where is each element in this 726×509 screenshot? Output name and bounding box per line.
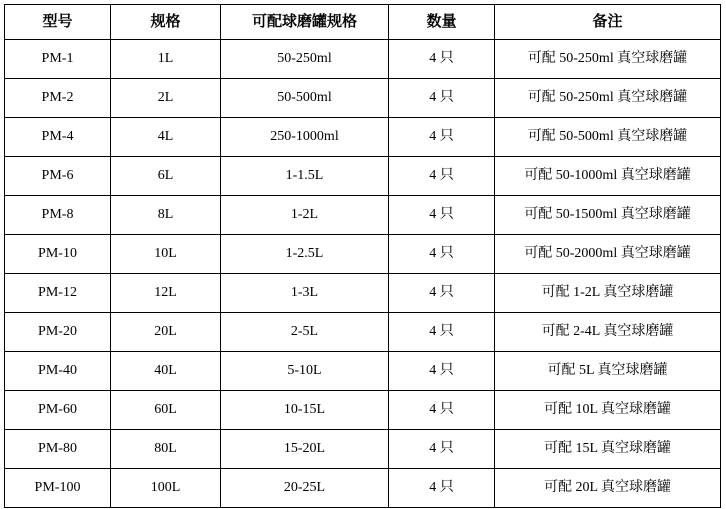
cell-jar-spec: 1-2.5L bbox=[221, 235, 389, 274]
cell-remarks: 可配 2-4L 真空球磨罐 bbox=[495, 313, 721, 352]
table-row bbox=[5, 196, 721, 235]
cell-model: PM-8 bbox=[5, 196, 111, 235]
cell-model: PM-2 bbox=[5, 79, 111, 118]
cell-jar-spec: 50-250ml bbox=[221, 40, 389, 79]
table-row bbox=[5, 157, 721, 196]
cell-quantity: 4 只 bbox=[389, 313, 495, 352]
cell-model: PM-80 bbox=[5, 430, 111, 469]
cell-quantity: 4 只 bbox=[389, 79, 495, 118]
cell-spec: 12L bbox=[111, 274, 221, 313]
cell-remarks: 可配 50-2000ml 真空球磨罐 bbox=[495, 235, 721, 274]
specifications-table bbox=[4, 4, 721, 508]
cell-model: PM-12 bbox=[5, 274, 111, 313]
table-row bbox=[5, 274, 721, 313]
cell-remarks: 可配 50-1500ml 真空球磨罐 bbox=[495, 196, 721, 235]
cell-spec: 10L bbox=[111, 235, 221, 274]
table-row bbox=[5, 391, 721, 430]
cell-model: PM-100 bbox=[5, 469, 111, 508]
cell-remarks: 可配 10L 真空球磨罐 bbox=[495, 391, 721, 430]
table-header-row bbox=[5, 5, 721, 40]
cell-model: PM-60 bbox=[5, 391, 111, 430]
column-header-jar-spec: 可配球磨罐规格 bbox=[221, 5, 389, 40]
cell-remarks: 可配 50-500ml 真空球磨罐 bbox=[495, 118, 721, 157]
cell-jar-spec: 1-2L bbox=[221, 196, 389, 235]
cell-quantity: 4 只 bbox=[389, 118, 495, 157]
table-row bbox=[5, 118, 721, 157]
cell-jar-spec: 250-1000ml bbox=[221, 118, 389, 157]
cell-model: PM-40 bbox=[5, 352, 111, 391]
cell-quantity: 4 只 bbox=[389, 352, 495, 391]
column-header-remarks: 备注 bbox=[495, 5, 721, 40]
cell-remarks: 可配 50-1000ml 真空球磨罐 bbox=[495, 157, 721, 196]
cell-spec: 20L bbox=[111, 313, 221, 352]
cell-quantity: 4 只 bbox=[389, 391, 495, 430]
table-row bbox=[5, 469, 721, 508]
cell-model: PM-1 bbox=[5, 40, 111, 79]
cell-remarks: 可配 15L 真空球磨罐 bbox=[495, 430, 721, 469]
cell-jar-spec: 50-500ml bbox=[221, 79, 389, 118]
cell-remarks: 可配 20L 真空球磨罐 bbox=[495, 469, 721, 508]
table-row bbox=[5, 40, 721, 79]
cell-quantity: 4 只 bbox=[389, 196, 495, 235]
cell-quantity: 4 只 bbox=[389, 235, 495, 274]
cell-spec: 80L bbox=[111, 430, 221, 469]
table-row bbox=[5, 352, 721, 391]
cell-jar-spec: 1-3L bbox=[221, 274, 389, 313]
cell-spec: 6L bbox=[111, 157, 221, 196]
cell-quantity: 4 只 bbox=[389, 157, 495, 196]
cell-model: PM-20 bbox=[5, 313, 111, 352]
table-row bbox=[5, 79, 721, 118]
column-header-quantity: 数量 bbox=[389, 5, 495, 40]
cell-remarks: 可配 50-250ml 真空球磨罐 bbox=[495, 79, 721, 118]
table-row bbox=[5, 313, 721, 352]
cell-quantity: 4 只 bbox=[389, 469, 495, 508]
cell-remarks: 可配 5L 真空球磨罐 bbox=[495, 352, 721, 391]
cell-model: PM-4 bbox=[5, 118, 111, 157]
cell-jar-spec: 20-25L bbox=[221, 469, 389, 508]
cell-jar-spec: 10-15L bbox=[221, 391, 389, 430]
cell-jar-spec: 15-20L bbox=[221, 430, 389, 469]
cell-quantity: 4 只 bbox=[389, 430, 495, 469]
cell-spec: 4L bbox=[111, 118, 221, 157]
cell-model: PM-6 bbox=[5, 157, 111, 196]
column-header-model: 型号 bbox=[5, 5, 111, 40]
cell-remarks: 可配 50-250ml 真空球磨罐 bbox=[495, 40, 721, 79]
cell-spec: 1L bbox=[111, 40, 221, 79]
cell-jar-spec: 1-1.5L bbox=[221, 157, 389, 196]
column-header-spec: 规格 bbox=[111, 5, 221, 40]
cell-spec: 60L bbox=[111, 391, 221, 430]
cell-spec: 8L bbox=[111, 196, 221, 235]
cell-model: PM-10 bbox=[5, 235, 111, 274]
cell-jar-spec: 5-10L bbox=[221, 352, 389, 391]
cell-spec: 2L bbox=[111, 79, 221, 118]
table-row bbox=[5, 235, 721, 274]
cell-spec: 100L bbox=[111, 469, 221, 508]
cell-jar-spec: 2-5L bbox=[221, 313, 389, 352]
cell-quantity: 4 只 bbox=[389, 40, 495, 79]
cell-spec: 40L bbox=[111, 352, 221, 391]
cell-quantity: 4 只 bbox=[389, 274, 495, 313]
cell-remarks: 可配 1-2L 真空球磨罐 bbox=[495, 274, 721, 313]
table-row bbox=[5, 430, 721, 469]
